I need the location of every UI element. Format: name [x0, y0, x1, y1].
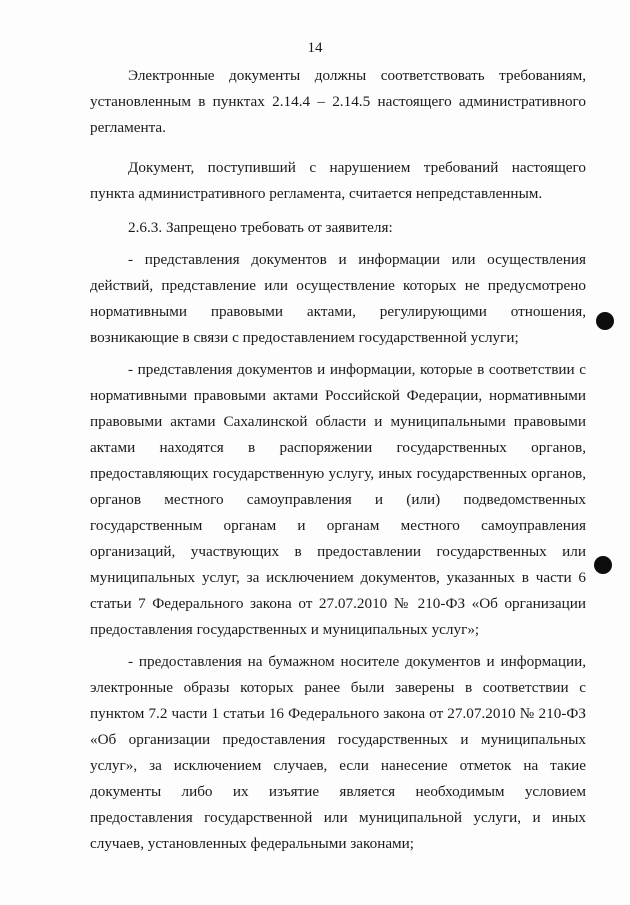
document-body: [90, 63, 586, 857]
punch-hole-mark: [594, 556, 612, 574]
paragraph-document-not-submitted: Документ, поступивший с нарушением требований настоящего пункта административного регламента, считается непредставленным.: [90, 159, 586, 202]
paragraph-item-3: - предоставления на бумажном носителе документов и информации, электронные образы которых ранее были заверены в соответствии с пунктом 7.2 части 1 статьи 16 Федерального закона от 27.07.2010 № 210-ФЗ «Об организации предоставления государственных и муниципальных услуг», за исключением случаев, если нанесение отметок на такие документы либо их изъятие является необходимым условием предоставления государственной или муниципальной услуги, и иных случаев, установленных федеральными законами;: [90, 653, 586, 852]
paragraph-item-1: - представления документов и информации или осуществления действий, представление или осуществление которых не предусмотрено нормативными правовыми актами, регулирующими отношения, возникающие в связи с предоставлением государственной услуги;: [90, 251, 586, 346]
paragraph-section-heading: 2.6.3. Запрещено требовать от заявителя:: [128, 219, 393, 236]
punch-hole-mark: [596, 312, 614, 330]
page-number: 14: [307, 40, 323, 56]
paragraph-electronic-documents: Электронные документы должны соответствовать требованиям, установленным в пунктах 2.14.4 – 2.14.5 настоящего административного регламента.: [90, 67, 586, 136]
paragraph-item-2: - представления документов и информации, которые в соответствии с нормативными правовыми актами Российской Федерации, нормативными правовыми актами Сахалинской области и муниципальными правовыми актами находятся в распоряжении государственных органов, предоставляющих государственную услугу, иных государственных органов, органов местного самоуправления и (или) подведомственных государственным органам и органам местного самоуправления организаций, участвующих в предоставлении государственных или муниципальных услуг, за исключением документов, указанных в части 6 статьи 7 Федерального закона от 27.07.2010 № 210-ФЗ «Об организации предоставления государственных и муниципальных услуг»;: [90, 361, 586, 638]
